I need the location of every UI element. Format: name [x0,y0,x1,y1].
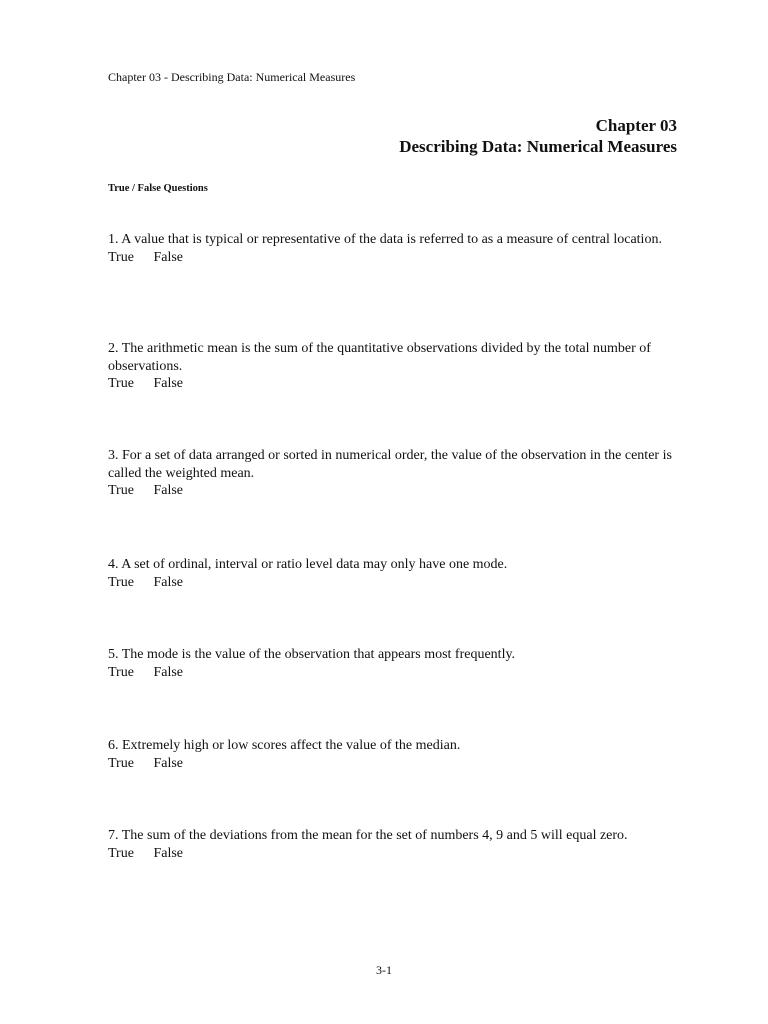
option-true: True [108,574,134,590]
chapter-topic-title: Describing Data: Numerical Measures [399,137,677,156]
answer-options [108,755,683,773]
question-text: 7. The sum of the deviations from the mean for the set of numbers 4, 9 and 5 will equal zero. [108,828,628,843]
answer-options [108,482,683,500]
question-text: 5. The mode is the value of the observation that appears most frequently. [108,647,516,662]
question-2 [108,340,683,393]
question-4 [108,556,683,591]
question-text: 2. The arithmetic mean is the sum of the quantitative observations divided by the total number of observations. [108,341,651,374]
option-false: False [153,755,183,771]
question-6 [108,737,683,772]
option-false: False [153,376,183,391]
answer-options [108,664,683,682]
answer-options [108,574,683,592]
question-text: 3. For a set of data arranged or sorted in numerical order, the value of the observation in the center is called the weighted mean. [108,448,672,481]
section-heading: True / False Questions [108,183,208,194]
option-true: True [108,755,134,771]
answer-options [108,375,683,393]
question-1 [108,231,683,266]
question-text: 6. Extremely high or low scores affect the value of the median. [108,738,461,753]
option-false: False [153,574,183,590]
question-5 [108,646,683,681]
chapter-title-block [399,115,677,157]
option-false: False [153,483,183,498]
option-false: False [153,664,183,680]
running-header: Chapter 03 - Describing Data: Numerical Measures [108,70,356,84]
option-true: True [108,376,134,391]
question-3 [108,447,683,500]
option-false: False [153,845,183,861]
chapter-number-title: Chapter 03 [595,116,677,135]
page-number: 3-1 [376,963,392,977]
question-7 [108,827,683,862]
option-true: True [108,845,134,861]
answer-options [108,845,683,863]
question-text: 4. A set of ordinal, interval or ratio level data may only have one mode. [108,557,508,572]
question-text: 1. A value that is typical or representative of the data is referred to as a measure of central location. [108,232,662,247]
option-false: False [153,249,183,265]
option-true: True [108,664,134,680]
answer-options [108,249,683,267]
option-true: True [108,249,134,265]
option-true: True [108,483,134,498]
